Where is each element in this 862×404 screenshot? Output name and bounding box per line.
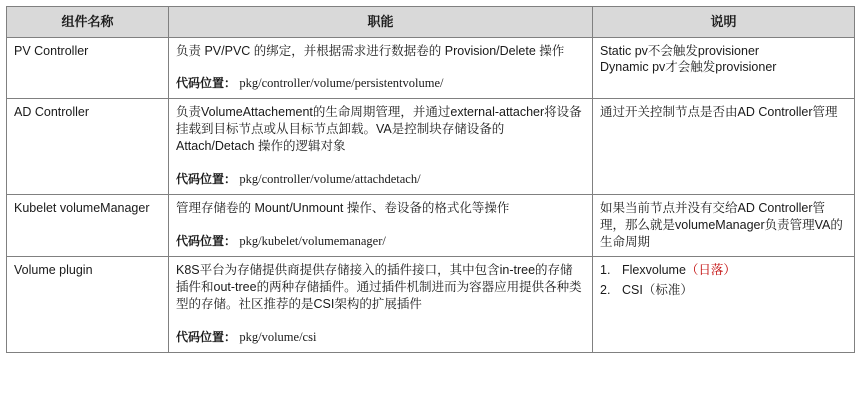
description-line: Dynamic pv才会触发provisioner xyxy=(600,60,777,75)
cell-component-name: PV Controller xyxy=(7,37,169,99)
list-item-note: （标准） xyxy=(642,283,693,298)
cell-duty xyxy=(169,194,593,257)
code-location-path: pkg/kubelet/volumemanager/ xyxy=(239,233,386,248)
cell-duty xyxy=(169,257,593,353)
cell-component-name: AD Controller xyxy=(7,99,169,195)
code-location xyxy=(176,233,585,250)
table-header xyxy=(7,7,855,38)
duty-text: 管理存储卷的 Mount/Unmount 操作、卷设备的格式化等操作 xyxy=(176,200,510,215)
code-location-label: 代码位置： xyxy=(176,233,237,248)
table-body xyxy=(7,37,855,352)
list-item xyxy=(600,262,847,279)
list-item xyxy=(600,282,847,299)
list-item-number: 2. xyxy=(600,283,611,298)
cell-duty xyxy=(169,37,593,99)
cell-description xyxy=(593,37,855,99)
cell-description xyxy=(593,194,855,257)
column-header-name: 组件名称 xyxy=(7,7,169,38)
code-location-path: pkg/controller/volume/persistentvolume/ xyxy=(239,76,444,91)
code-location-path: pkg/controller/volume/attachdetach/ xyxy=(239,171,421,186)
table-row xyxy=(7,257,855,353)
code-location-label: 代码位置： xyxy=(176,76,237,91)
duty-text: 负责 PV/PVC 的绑定，并根据需求进行数据卷的 Provision/Delete 操作 xyxy=(176,43,565,58)
code-location xyxy=(176,171,585,188)
components-table xyxy=(6,6,855,353)
cell-component-name: Kubelet volumeManager xyxy=(7,194,169,257)
duty-text: K8S平台为存储提供商提供存储接入的插件接口，其中包含in-tree的存储插件和out-tree的两种存储插件。通过插件机制进而为容器应用提供各种类型的存储。社区推荐的是CSI架构的扩展插件 xyxy=(176,263,582,312)
cell-component-name: Volume plugin xyxy=(7,257,169,353)
cell-duty xyxy=(169,99,593,195)
cell-description xyxy=(593,99,855,195)
table-header-row xyxy=(7,7,855,38)
description-line: Static pv不会触发provisioner xyxy=(600,43,760,58)
column-header-duty: 职能 xyxy=(169,7,593,38)
code-location-label: 代码位置： xyxy=(176,171,237,186)
table-row xyxy=(7,194,855,257)
description-line: 通过开关控制节点是否由AD Controller管理 xyxy=(600,105,838,120)
table-row xyxy=(7,99,855,195)
table-row xyxy=(7,37,855,99)
column-header-description: 说明 xyxy=(593,7,855,38)
list-item-number: 1. xyxy=(600,263,611,278)
plugin-list xyxy=(600,262,847,299)
code-location-label: 代码位置： xyxy=(176,330,237,345)
code-location xyxy=(176,75,585,92)
duty-text: 负责VolumeAttachement的生命周期管理，并通过external-attacher将设备挂载到目标节点或从目标节点卸载。VA是控制块存储设备的 Attach/Detach 操作的逻辑对象 xyxy=(176,105,582,154)
list-item-label: Flexvolume xyxy=(622,263,686,278)
list-item-label: CSI xyxy=(622,283,643,298)
code-location xyxy=(176,329,585,346)
list-item-note: （日落） xyxy=(685,263,736,278)
code-location-path: pkg/volume/csi xyxy=(239,330,317,345)
description-line: 如果当前节点并没有交给AD Controller管理，那么就是volumeManager负责管理VA的生命周期 xyxy=(600,200,843,249)
cell-description xyxy=(593,257,855,353)
